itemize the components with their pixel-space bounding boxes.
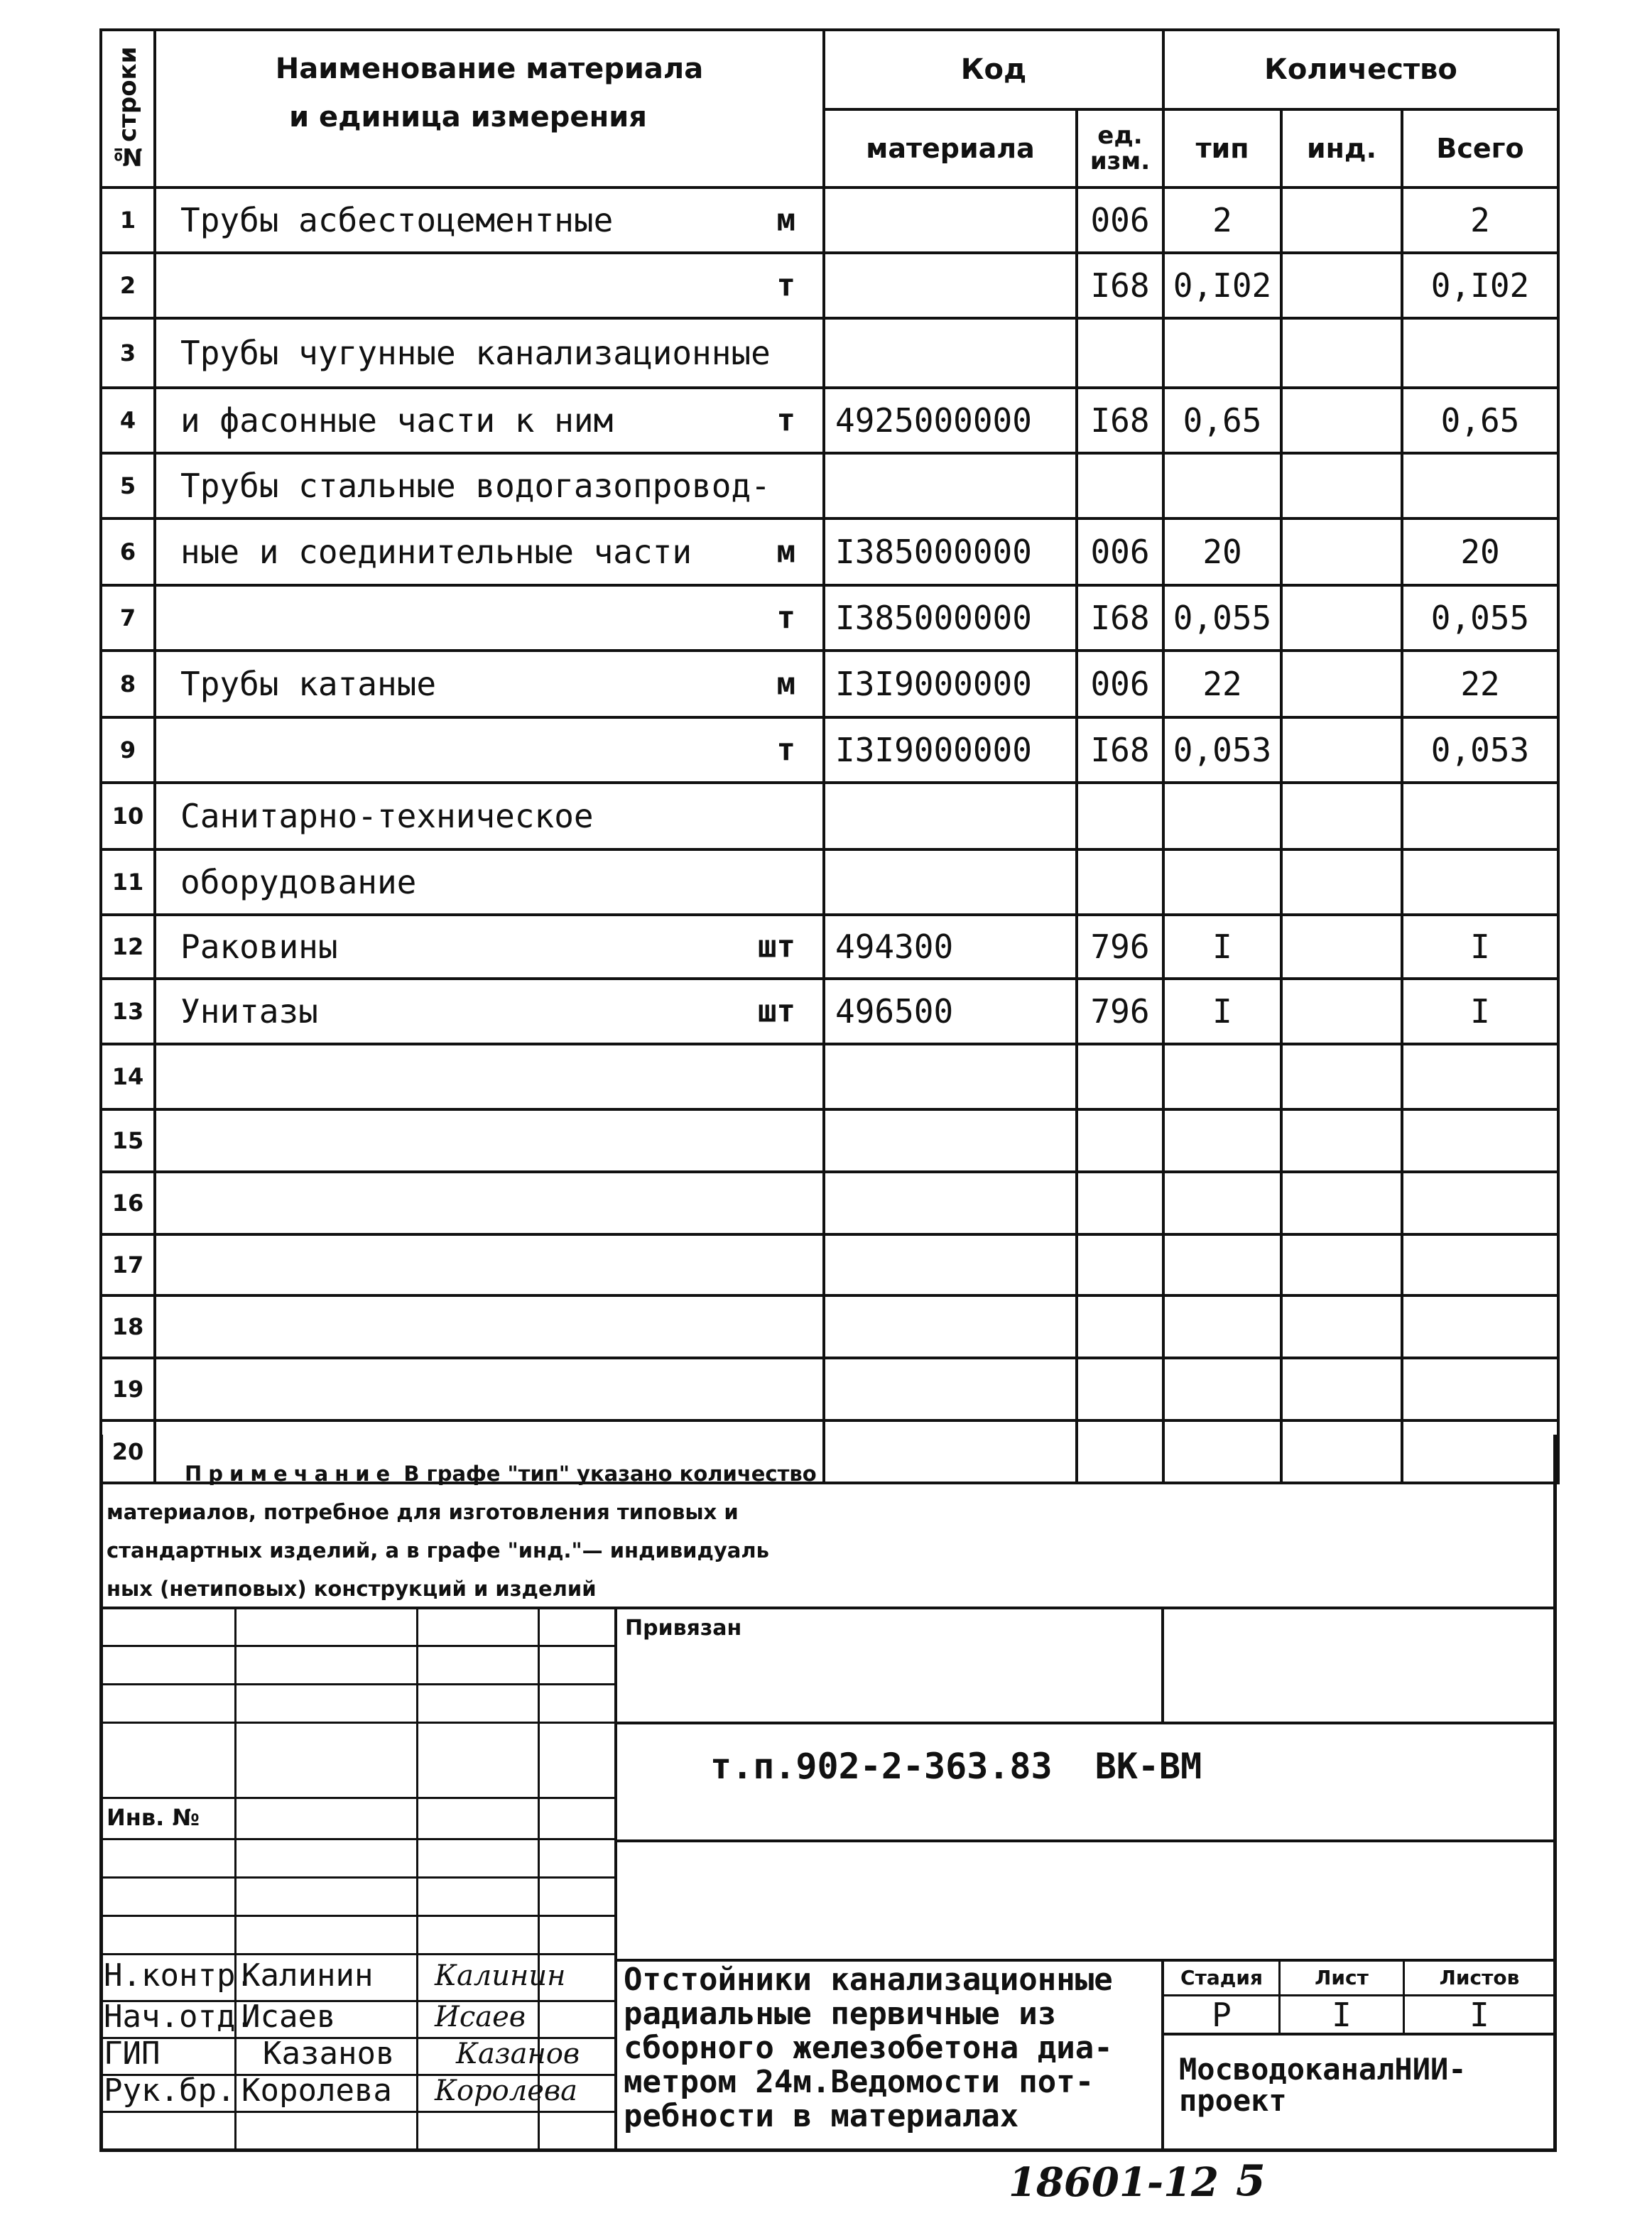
unit-code: I68 (1077, 388, 1163, 453)
qty-typ: I (1163, 915, 1281, 979)
table-row (101, 717, 1558, 783)
qty-typ (1163, 453, 1281, 518)
material-unit: т (776, 267, 795, 304)
sheet-value: I (1332, 1996, 1352, 2034)
qty-typ (1163, 1109, 1281, 1172)
unit-code (1077, 1234, 1163, 1295)
qty-ind (1281, 585, 1402, 651)
qty-ind (1281, 518, 1402, 585)
qty-typ: 2 (1163, 187, 1281, 253)
qty-ind (1281, 1172, 1402, 1234)
material-name-cell (155, 783, 824, 849)
qty-typ (1163, 318, 1281, 388)
table-row (101, 979, 1558, 1044)
table-row (101, 1234, 1558, 1295)
material-name-cell (155, 1358, 824, 1420)
qty-total (1402, 1420, 1558, 1483)
material-code (824, 187, 1077, 253)
unit-code (1077, 849, 1163, 915)
qty-ind (1281, 1044, 1402, 1109)
material-code: 494300 (824, 915, 1077, 979)
material-unit: т (776, 732, 795, 768)
row-number: 10 (101, 783, 155, 849)
tb-right-line-2 (614, 1839, 1557, 1842)
material-code (824, 1172, 1077, 1234)
note-line3: стандартных изделий, а в графе "инд."— индивидуаль (107, 1538, 769, 1562)
document-title-line: сборного железобетона диа- (624, 2030, 1113, 2066)
unit-code (1077, 1044, 1163, 1109)
materials-table-body (101, 187, 1558, 1483)
document-mark: ВК-ВМ (1094, 1746, 1202, 1787)
material-unit: м (776, 202, 795, 239)
material-name: и фасонные части к ним (180, 401, 614, 440)
unit-code (1077, 453, 1163, 518)
qty-typ (1163, 1044, 1281, 1109)
table-row (101, 1172, 1558, 1234)
signature-name: Казанов (263, 2036, 395, 2072)
tb-line-top (99, 1607, 1557, 1609)
table-row (101, 915, 1558, 979)
document-code-number: т.п.902-2-363.83 (710, 1746, 1053, 1787)
name-header-line1: Наименование материала (275, 53, 704, 85)
material-name-cell (155, 1109, 824, 1172)
material-code: I385000000 (824, 518, 1077, 585)
qty-ind (1281, 1234, 1402, 1295)
qty-total: 22 (1402, 651, 1558, 717)
signature-name: Королева (241, 2072, 392, 2109)
material-code (824, 318, 1077, 388)
row-number: 13 (101, 979, 155, 1044)
material-unit: м (776, 533, 795, 570)
name-header (155, 30, 824, 187)
row-number: 14 (101, 1044, 155, 1109)
unit-code: 006 (1077, 651, 1163, 717)
qty-total: I (1402, 915, 1558, 979)
note-line1: В графе "тип" указано количество (403, 1462, 817, 1486)
qty-typ: 22 (1163, 651, 1281, 717)
unit-code (1077, 1109, 1163, 1172)
qty-typ (1163, 1295, 1281, 1358)
material-code (824, 453, 1077, 518)
row-number: 11 (101, 849, 155, 915)
table-row (101, 585, 1558, 651)
material-code: I3I9000000 (824, 651, 1077, 717)
unit-code: 796 (1077, 915, 1163, 979)
signature-row (104, 2036, 615, 2072)
material-code: 496500 (824, 979, 1077, 1044)
material-unit: шт (758, 928, 795, 965)
material-name: Унитазы (180, 992, 318, 1031)
signatures (104, 1957, 615, 2109)
material-unit: шт (758, 993, 795, 1030)
material-name-cell (155, 388, 824, 453)
unit-code: I68 (1077, 717, 1163, 783)
qty-ind (1281, 1358, 1402, 1420)
organization-line: МосводоканалНИИ- (1179, 2052, 1467, 2087)
document-title-line: радиальные первичные из (624, 1996, 1057, 2032)
materials-table (99, 28, 1560, 1484)
qty-total: 0,I02 (1402, 253, 1558, 318)
qty-typ: 0,I02 (1163, 253, 1281, 318)
table-row (101, 453, 1558, 518)
table-row (101, 1358, 1558, 1420)
tb-right-line-1 (614, 1722, 1557, 1724)
material-name: Санитарно-техническое (180, 797, 594, 835)
row-number: 6 (101, 518, 155, 585)
document-title-line: Отстойники канализационные (624, 1962, 1113, 1998)
material-name-cell (155, 849, 824, 915)
unit-code (1077, 1295, 1163, 1358)
bound-label: Привязан (625, 1616, 742, 1641)
material-name: Трубы катаные (180, 665, 437, 703)
row-number: 7 (101, 585, 155, 651)
material-name-cell (155, 651, 824, 717)
organization-line: проект (1179, 2083, 1287, 2118)
document-title (624, 1963, 1163, 2134)
row-number: 12 (101, 915, 155, 979)
table-row (101, 518, 1558, 585)
unit-code (1077, 1358, 1163, 1420)
document-code (710, 1746, 1202, 1787)
qty-ind (1281, 318, 1402, 388)
row-number: 3 (101, 318, 155, 388)
qty-total: I (1402, 979, 1558, 1044)
material-name-cell (155, 585, 824, 651)
qty-total (1402, 1234, 1558, 1295)
qty-typ (1163, 1172, 1281, 1234)
qty-ind (1281, 453, 1402, 518)
signature-scribble: Казанов (456, 2038, 580, 2070)
qty-total (1402, 1358, 1558, 1420)
material-code (824, 849, 1077, 915)
unit-code: I68 (1077, 585, 1163, 651)
qty-ind-header: инд. (1281, 109, 1402, 187)
table-row (101, 1109, 1558, 1172)
material-code (824, 253, 1077, 318)
material-code: I3I9000000 (824, 717, 1077, 783)
row-number: 1 (101, 187, 155, 253)
unit-code: 006 (1077, 187, 1163, 253)
table-row (101, 783, 1558, 849)
qty-typ (1163, 1234, 1281, 1295)
signature-role: Н.контр. (104, 1957, 254, 1994)
table-row (101, 1044, 1558, 1109)
material-name-cell (155, 187, 824, 253)
material-name: Трубы асбестоцементные (180, 201, 614, 239)
sheets-label: Листов (1439, 1966, 1520, 1989)
table-row (101, 318, 1558, 388)
material-code (824, 1295, 1077, 1358)
frame-left (99, 1435, 103, 2152)
table-row (101, 651, 1558, 717)
qty-typ (1163, 849, 1281, 915)
material-unit: т (776, 599, 795, 636)
table-row (101, 388, 1558, 453)
note-line4: ных (нетиповых) конструкций и изделий (107, 1577, 597, 1601)
unit-code (1077, 1172, 1163, 1234)
qty-total: 0,65 (1402, 388, 1558, 453)
note-label: Примечание (185, 1462, 397, 1486)
unit-code-header (1077, 109, 1163, 187)
material-name-cell (155, 1172, 824, 1234)
material-name-cell (155, 253, 824, 318)
material-code: I385000000 (824, 585, 1077, 651)
row-number: 2 (101, 253, 155, 318)
qty-total: 0,055 (1402, 585, 1558, 651)
qty-ind (1281, 783, 1402, 849)
qty-total: 20 (1402, 518, 1558, 585)
qty-ind (1281, 651, 1402, 717)
rownum-header (101, 30, 155, 187)
material-code (824, 1234, 1077, 1295)
qty-total (1402, 783, 1558, 849)
qty-ind (1281, 849, 1402, 915)
qty-total (1402, 1109, 1558, 1172)
material-code (824, 1358, 1077, 1420)
unit-code-header-label: ед. изм. (1089, 121, 1151, 175)
qty-total (1402, 1044, 1558, 1109)
qty-typ: 20 (1163, 518, 1281, 585)
table-row (101, 253, 1558, 318)
qty-typ-header: тип (1163, 109, 1281, 187)
material-name-cell (155, 1234, 824, 1295)
table-row (101, 849, 1558, 915)
signature-scribble: Калинин (435, 1960, 566, 1992)
table-row (101, 1295, 1558, 1358)
material-name-cell (155, 1295, 824, 1358)
qty-total: 2 (1402, 187, 1558, 253)
name-header-line2: и единица измерения (289, 101, 647, 134)
signature-role: Рук.бр. (104, 2072, 236, 2109)
unit-code: I68 (1077, 253, 1163, 318)
frame-bottom (99, 2148, 1557, 2152)
qty-ind (1281, 915, 1402, 979)
inventory-number-label: Инв. № (107, 1804, 200, 1831)
rownum-header-label: №строки (114, 46, 142, 171)
signature-name: Исаев (241, 1999, 336, 2035)
qty-ind (1281, 388, 1402, 453)
qty-typ: 0,65 (1163, 388, 1281, 453)
qty-ind (1281, 979, 1402, 1044)
qty-total (1402, 849, 1558, 915)
material-name-cell (155, 453, 824, 518)
qty-typ: I (1163, 979, 1281, 1044)
note (107, 1455, 1030, 1608)
organization (1179, 2054, 1548, 2116)
qty-total (1402, 318, 1558, 388)
signature-role: ГИП (104, 2036, 161, 2072)
signature-scribble: Исаев (435, 2001, 526, 2033)
qty-typ (1163, 1420, 1281, 1483)
row-number: 16 (101, 1172, 155, 1234)
frame-right (1553, 1435, 1557, 2152)
signature-name: Калинин (241, 1957, 374, 1994)
material-name-cell (155, 518, 824, 585)
row-number: 17 (101, 1234, 155, 1295)
stage-label: Стадия (1180, 1966, 1263, 1989)
material-name-cell (155, 915, 824, 979)
material-code (824, 783, 1077, 849)
material-code (824, 1044, 1077, 1109)
note-line2: материалов, потребное для изготовления типовых и (107, 1500, 739, 1524)
row-number: 18 (101, 1295, 155, 1358)
signature-scribble: Королева (435, 2075, 577, 2107)
sheet-label: Лист (1315, 1966, 1369, 1989)
material-name: оборудование (180, 863, 417, 901)
quantity-header: Количество (1163, 30, 1558, 109)
material-name-cell (155, 979, 824, 1044)
qty-total (1402, 1295, 1558, 1358)
unit-code (1077, 1420, 1163, 1483)
material-name: Раковины (180, 928, 338, 966)
document-title-line: метром 24м.Ведомости пот- (624, 2064, 1094, 2100)
unit-code (1077, 783, 1163, 849)
qty-ind (1281, 717, 1402, 783)
qty-ind (1281, 1295, 1402, 1358)
qty-typ (1163, 783, 1281, 849)
qty-ind (1281, 1420, 1402, 1483)
material-unit: т (776, 402, 795, 439)
material-code: 4925000000 (824, 388, 1077, 453)
sheets-value: I (1469, 1996, 1489, 2034)
material-code (824, 1109, 1077, 1172)
material-name: Трубы стальные водогазопровод- (180, 467, 771, 505)
qty-total (1402, 1172, 1558, 1234)
row-number: 5 (101, 453, 155, 518)
qty-typ: 0,053 (1163, 717, 1281, 783)
material-name-cell (155, 717, 824, 783)
signature-row (104, 1999, 615, 2036)
material-name-cell (155, 318, 824, 388)
qty-ind (1281, 253, 1402, 318)
signature-row (104, 1957, 615, 1999)
stage-value: Р (1212, 1996, 1232, 2034)
qty-total (1402, 453, 1558, 518)
row-number: 19 (101, 1358, 155, 1420)
unit-code: 796 (1077, 979, 1163, 1044)
signature-role: Нач.отд. (104, 1999, 254, 2035)
qty-total-header: Всего (1402, 109, 1558, 187)
page-number: 5 (1236, 2156, 1266, 2206)
unit-code: 006 (1077, 518, 1163, 585)
row-number: 4 (101, 388, 155, 453)
row-number: 8 (101, 651, 155, 717)
qty-ind (1281, 187, 1402, 253)
handwritten-number: 18601-12 (1009, 2159, 1219, 2206)
row-number: 15 (101, 1109, 155, 1172)
material-name: ные и соединительные части (180, 533, 692, 571)
material-name-cell (155, 1044, 824, 1109)
code-material-header: материала (824, 109, 1077, 187)
signature-row (104, 2072, 615, 2109)
row-number: 20 (101, 1420, 155, 1483)
qty-ind (1281, 1109, 1402, 1172)
document-title-line: ребности в материалах (624, 2098, 1019, 2134)
code-header: Код (824, 30, 1163, 109)
qty-total: 0,053 (1402, 717, 1558, 783)
table-row (101, 187, 1558, 253)
material-unit: м (776, 665, 795, 702)
row-number: 9 (101, 717, 155, 783)
material-name: Трубы чугунные канализационные (180, 334, 771, 372)
unit-code (1077, 318, 1163, 388)
qty-typ (1163, 1358, 1281, 1420)
header-row-top (101, 30, 1558, 109)
qty-typ: 0,055 (1163, 585, 1281, 651)
tb-v-bound (1161, 1607, 1164, 1723)
